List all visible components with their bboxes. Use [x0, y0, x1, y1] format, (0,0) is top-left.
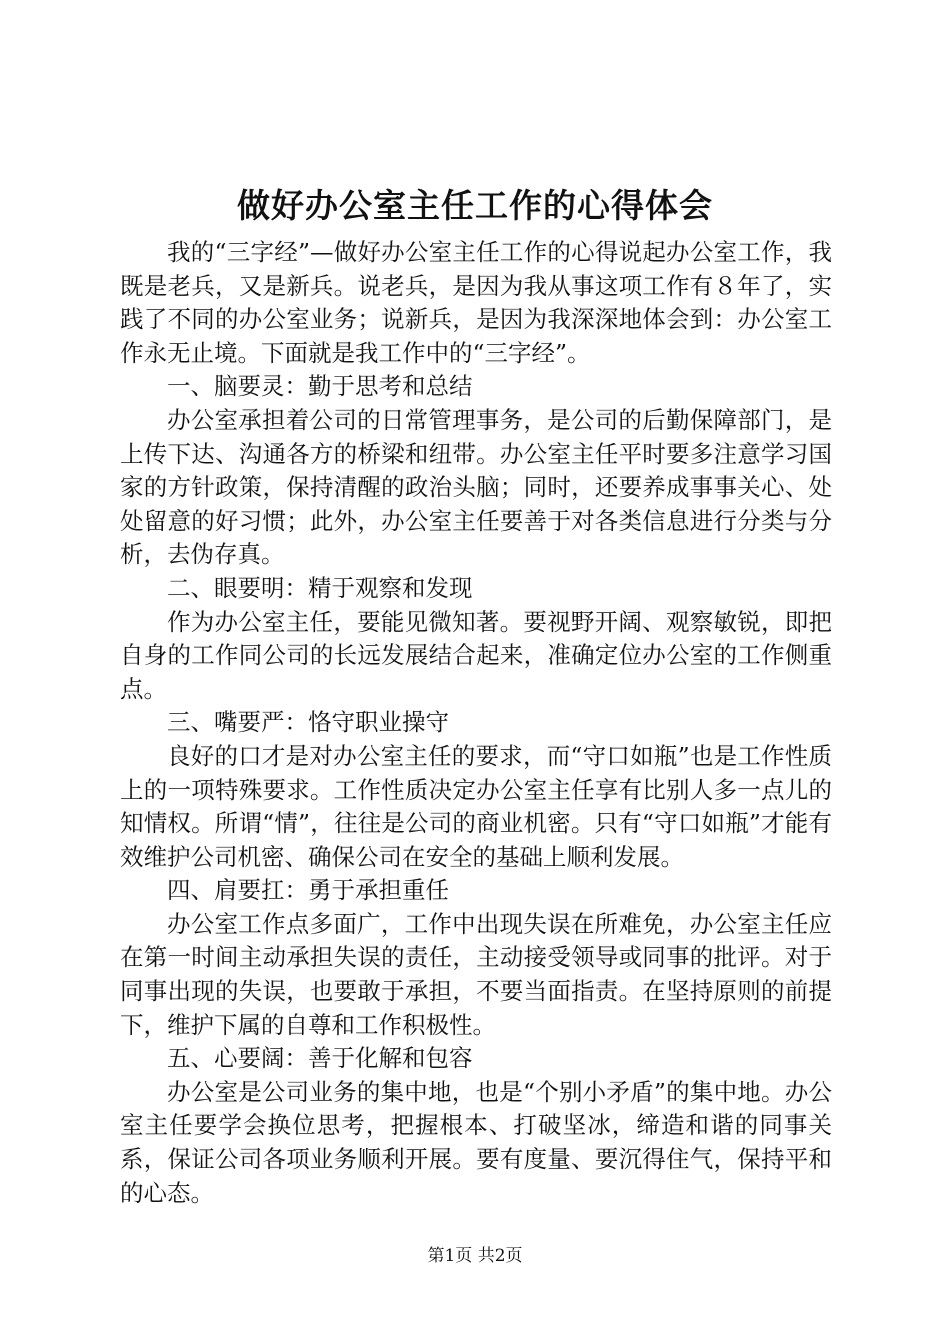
section-paragraph-2: 作为办公室主任，要能见微知著。要视野开阔、观察敏锐，即把自身的工作同公司的长远发展结合起来，准确定位办公室的工作侧重点。: [120, 607, 832, 703]
section-heading-1: 一、脑要灵：勤于思考和总结: [167, 372, 473, 401]
section-paragraph-1: 办公室承担着公司的日常管理事务，是公司的后勤保障部门，是上传下达、沟通各方的桥梁和纽带。办公室主任平时要多注意学习国家的方针政策，保持清醒的政治头脑；同时，还要养成事事关心、处处留意的好习惯；此外，办公室主任要善于对各类信息进行分类与分析，去伪存真。: [120, 405, 832, 569]
section-paragraph-4: 办公室工作点多面广，工作中出现失误在所难免，办公室主任应在第一时间主动承担失误的责任，主动接受领导或同事的批评。对于同事出现的失误，也要敢于承担，不要当面指责。在坚持原则的前提下，维护下属的自尊和工作积极性。: [120, 909, 832, 1039]
section-paragraph-5: 办公室是公司业务的集中地，也是“个别小矛盾”的集中地。办公室主任要学会换位思考，把握根本、打破坚冰，缔造和谐的同事关系，保证公司各项业务顺利开展。要有度量、要沉得住气，保持平和的心态。: [120, 1077, 832, 1207]
section-heading-3: 三、嘴要严：恪守职业操守: [167, 708, 449, 737]
section-heading-5: 五、心要阔：善于化解和包容: [167, 1044, 473, 1073]
document-body: [120, 236, 832, 1210]
section-heading-2: 二、眼要明：精于观察和发现: [167, 573, 473, 602]
section-heading-4: 四、肩要扛：勇于承担重任: [167, 876, 449, 905]
document-title: 做好办公室主任工作的心得体会: [237, 186, 713, 225]
section-paragraph-3: 良好的口才是对办公室主任的要求，而“守口如瓶”也是工作性质上的一项特殊要求。工作性质决定办公室主任享有比别人多一点儿的知情权。所谓“情”，往往是公司的商业机密。只有“守口如瓶”才能有效维护公司机密、确保公司在安全的基础上顺利发展。: [120, 741, 832, 871]
page-number-footer: 第1页 共2页: [427, 1246, 523, 1266]
intro-paragraph: 我的“三字经”—做好办公室主任工作的心得说起办公室工作，我既是老兵，又是新兵。说老兵，是因为我从事这项工作有８年了，实践了不同的办公室业务；说新兵，是因为我深深地体会到：办公室工作永无止境。下面就是我工作中的“三字经”。: [120, 238, 832, 367]
